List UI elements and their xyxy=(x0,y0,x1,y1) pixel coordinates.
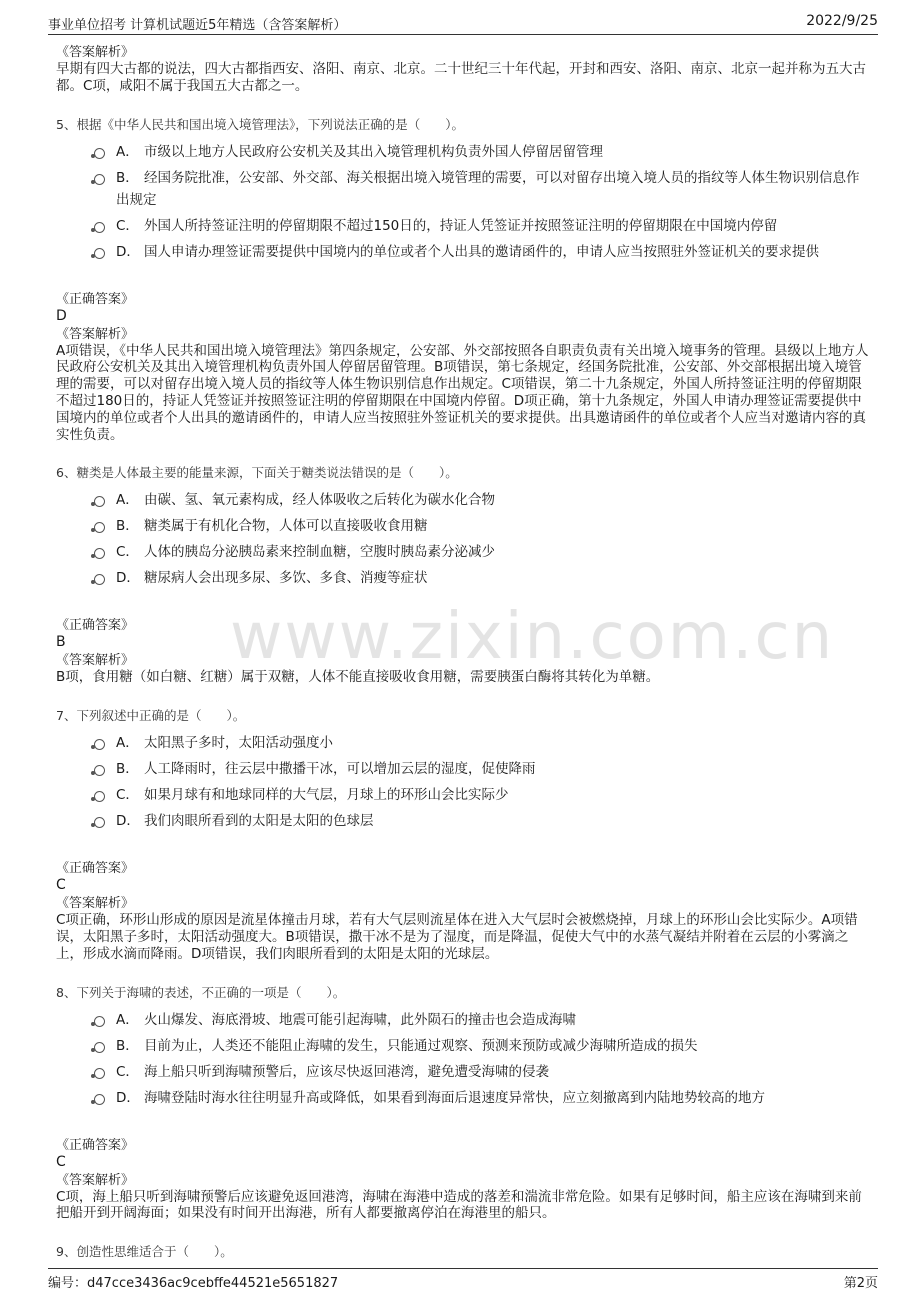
document-date: 2022/9/25 xyxy=(806,13,878,29)
option-item[interactable] xyxy=(94,1061,870,1083)
question-stem: 5、根据《中华人民共和国出境入境管理法》，下列说法正确的是（ ）。 xyxy=(56,116,464,132)
correct-answer-value: B xyxy=(56,634,66,651)
option-letter: C． xyxy=(116,1063,139,1080)
option-item[interactable] xyxy=(94,1087,870,1109)
radio-icon[interactable] xyxy=(94,174,105,185)
correct-answer-label: 《正确答案》 xyxy=(56,291,135,307)
option-text: 市级以上地方人民政府公安机关及其出入境管理机构负责外国人停留居留管理 xyxy=(144,143,603,160)
option-letter: B． xyxy=(116,169,139,186)
option-item[interactable] xyxy=(94,758,870,780)
option-item[interactable] xyxy=(94,167,870,211)
option-letter: B． xyxy=(116,761,139,778)
radio-icon[interactable] xyxy=(94,222,105,233)
option-letter: C． xyxy=(116,217,139,234)
option-list xyxy=(94,1009,870,1109)
option-text: 太阳黑子多时，太阳活动强度小 xyxy=(144,735,333,752)
radio-icon[interactable] xyxy=(94,574,105,585)
correct-answer-value: C xyxy=(56,1153,66,1170)
option-item[interactable] xyxy=(94,215,870,237)
explanation-text: C项，海上船只听到海啸预警后应该避免返回港湾，海啸在海港中造成的落差和湍流非常危险。如果有足够时间，船主应该在海啸到来前把船开到开阔海面；如果没有时间开出海港，所有人都要撤离停泊在海港里的船只。 xyxy=(56,1188,862,1222)
answer-block xyxy=(56,860,870,962)
radio-icon[interactable] xyxy=(94,548,105,559)
option-text: 海上船只听到海啸预警后，应该尽快返回港湾，避免遭受海啸的侵袭 xyxy=(144,1063,549,1080)
option-letter: B． xyxy=(116,518,139,535)
option-letter: D． xyxy=(116,813,140,830)
explanation-label: 《答案解析》 xyxy=(56,653,135,669)
correct-answer-label: 《正确答案》 xyxy=(56,1137,135,1153)
option-letter: A． xyxy=(116,735,139,752)
option-letter: C． xyxy=(116,544,139,561)
option-text: 我们肉眼所看到的太阳是太阳的色球层 xyxy=(144,813,374,830)
option-letter: D． xyxy=(116,243,140,260)
option-text: 人工降雨时，往云层中撒播干冰，可以增加云层的湿度，促使降雨 xyxy=(144,761,536,778)
question-item xyxy=(56,117,870,444)
radio-icon[interactable] xyxy=(94,522,105,533)
document-body xyxy=(56,44,870,1268)
question-item xyxy=(56,465,870,686)
option-letter: D． xyxy=(116,570,140,587)
question-stem: 9、创造性思维适合于（ ）。 xyxy=(56,1244,233,1260)
correct-answer-value: C xyxy=(56,877,66,894)
explanation-text: B项，食用糖（如白糖、红糖）属于双糖，人体不能直接吸收食用糖，需要胰蛋白酶将其转化为单糖。 xyxy=(56,669,660,686)
radio-icon[interactable] xyxy=(94,496,105,507)
question-list xyxy=(56,117,870,1223)
correct-answer-label: 《正确答案》 xyxy=(56,861,135,877)
option-item[interactable] xyxy=(94,732,870,754)
question-stem: 6、糖类是人体最主要的能量来源，下面关于糖类说法错误的是（ ）。 xyxy=(56,465,458,481)
explanation-label: 《答案解析》 xyxy=(56,45,135,60)
page-footer xyxy=(48,1268,878,1293)
question-item xyxy=(56,985,870,1223)
radio-icon[interactable] xyxy=(94,148,105,159)
radio-icon[interactable] xyxy=(94,1042,105,1053)
intro-explanation xyxy=(56,44,870,95)
correct-answer-label: 《正确答案》 xyxy=(56,618,135,634)
option-text: 糖尿病人会出现多尿、多饮、多食、消瘦等症状 xyxy=(144,570,428,587)
option-letter: A． xyxy=(116,1011,139,1028)
option-item[interactable] xyxy=(94,567,870,589)
radio-icon[interactable] xyxy=(94,791,105,802)
option-text: 火山爆发、海底滑坡、地震可能引起海啸，此外陨石的撞击也会造成海啸 xyxy=(144,1011,576,1028)
option-item[interactable] xyxy=(94,784,870,806)
radio-icon[interactable] xyxy=(94,739,105,750)
option-text: 目前为止，人类还不能阻止海啸的发生，只能通过观察、预测来预防或减少海啸所造成的损失 xyxy=(144,1037,698,1054)
option-text: 经国务院批准，公安部、外交部、海关根据出境入境管理的需要，可以对留存出境入境人员的指纹等人体生物识别信息作出规定 xyxy=(116,169,860,208)
option-item[interactable] xyxy=(94,241,870,263)
explanation-label: 《答案解析》 xyxy=(56,1172,135,1188)
option-letter: A． xyxy=(116,143,139,160)
page-number: 第2页 xyxy=(843,1276,878,1291)
option-letter: D． xyxy=(116,1089,140,1106)
option-letter: B． xyxy=(116,1037,139,1054)
option-list xyxy=(94,141,870,263)
question-stem: 7、下列叙述中正确的是（ ）。 xyxy=(56,708,246,724)
radio-icon[interactable] xyxy=(94,1094,105,1105)
option-letter: C． xyxy=(116,787,139,804)
question-item xyxy=(56,708,870,962)
option-text: 海啸登陆时海水往往明显升高或降低，如果看到海面后退速度异常快，应立刻撤离到内陆地势较高的地方 xyxy=(144,1089,765,1106)
question-stem: 8、下列关于海啸的表述，不正确的一项是（ ）。 xyxy=(56,984,346,1000)
option-list xyxy=(94,732,870,832)
document-id: 编号：d47cce3436ac9cebffe44521e5651827 xyxy=(48,1276,339,1291)
answer-block xyxy=(56,291,870,444)
option-text: 人体的胰岛分泌胰岛素来控制血糖，空腹时胰岛素分泌减少 xyxy=(144,544,495,561)
option-item[interactable] xyxy=(94,489,870,511)
radio-icon[interactable] xyxy=(94,765,105,776)
correct-answer-value: D xyxy=(56,307,67,324)
option-text: 由碳、氢、氧元素构成，经人体吸收之后转化为碳水化合物 xyxy=(144,492,495,509)
option-text: 外国人所持签证注明的停留期限不超过150日的，持证人凭签证并按照签证注明的停留期限在中国境内停留 xyxy=(144,217,778,234)
option-list xyxy=(94,489,870,589)
radio-icon[interactable] xyxy=(94,1068,105,1079)
option-item[interactable] xyxy=(94,141,870,163)
explanation-label: 《答案解析》 xyxy=(56,326,135,342)
explanation-text: C项正确，环形山形成的原因是流星体撞击月球，若有大气层则流星体在进入大气层时会被燃烧掉，月球上的环形山会比实际少。A项错误，太阳黑子多时，太阳活动强度大。B项错误，撒干冰不是为了湿度，而是降温，促使大气中的水蒸气凝结并附着在云层的小雾滴之上，形成水滴而降雨。D项错误，我们肉眼所看到的太阳是太阳的光球层。 xyxy=(56,912,858,962)
watermark: www.zixin.com.cn xyxy=(230,600,835,674)
explanation-text: A项错误，《中华人民共和国出境入境管理法》第四条规定，公安部、外交部按照各自职责负责有关出境入境事务的管理。县级以上地方人民政府公安机关及其出入境管理机构负责外国人停留居留管理。B项错误，第七条规定，经国务院批准，公安部、外交部根据出境入境管理的需要，可以对留存出境入境人员的指纹等人体生物识别信息作出规定。C项错误，第二十九条规定，外国人所持签证注明的停留期限不超过180日的，持证人凭签证并按照签证注明的停留期限在中国境内停留。D项正确，第十九条规定，外国人申请办理签证需要提供中国境内的单位或者个人出具的邀请函件的，申请人应当按照驻外签证机关的要求提供。出具邀请函件的单位或者个人应当对邀请内容的真实性负责。 xyxy=(56,342,869,443)
option-text: 如果月球有和地球同样的大气层，月球上的环形山会比实际少 xyxy=(144,787,509,804)
radio-icon[interactable] xyxy=(94,248,105,259)
radio-icon[interactable] xyxy=(94,817,105,828)
option-item[interactable] xyxy=(94,515,870,537)
option-item[interactable] xyxy=(94,1035,870,1057)
answer-block xyxy=(56,617,870,686)
option-letter: A． xyxy=(116,492,139,509)
explanation-label: 《答案解析》 xyxy=(56,896,135,912)
radio-icon[interactable] xyxy=(94,1016,105,1027)
option-item[interactable] xyxy=(94,541,870,563)
option-item[interactable] xyxy=(94,810,870,832)
answer-block xyxy=(56,1137,870,1223)
option-text: 糖类属于有机化合物，人体可以直接吸收食用糖 xyxy=(144,518,428,535)
option-text: 国人申请办理签证需要提供中国境内的单位或者个人出具的邀请函件的，申请人应当按照驻外签证机关的要求提供 xyxy=(144,243,819,260)
page-header xyxy=(48,12,878,35)
explanation-text: 早期有四大古都的说法，四大古都指西安、洛阳、南京、北京。二十世纪三十年代起，开封和西安、洛阳、南京、北京一起并称为五大古都。C项，咸阳不属于我国五大古都之一。 xyxy=(56,61,866,94)
document-title: 事业单位招考 计算机试题近5年精选（含答案解析） xyxy=(48,18,347,33)
option-item[interactable] xyxy=(94,1009,870,1031)
